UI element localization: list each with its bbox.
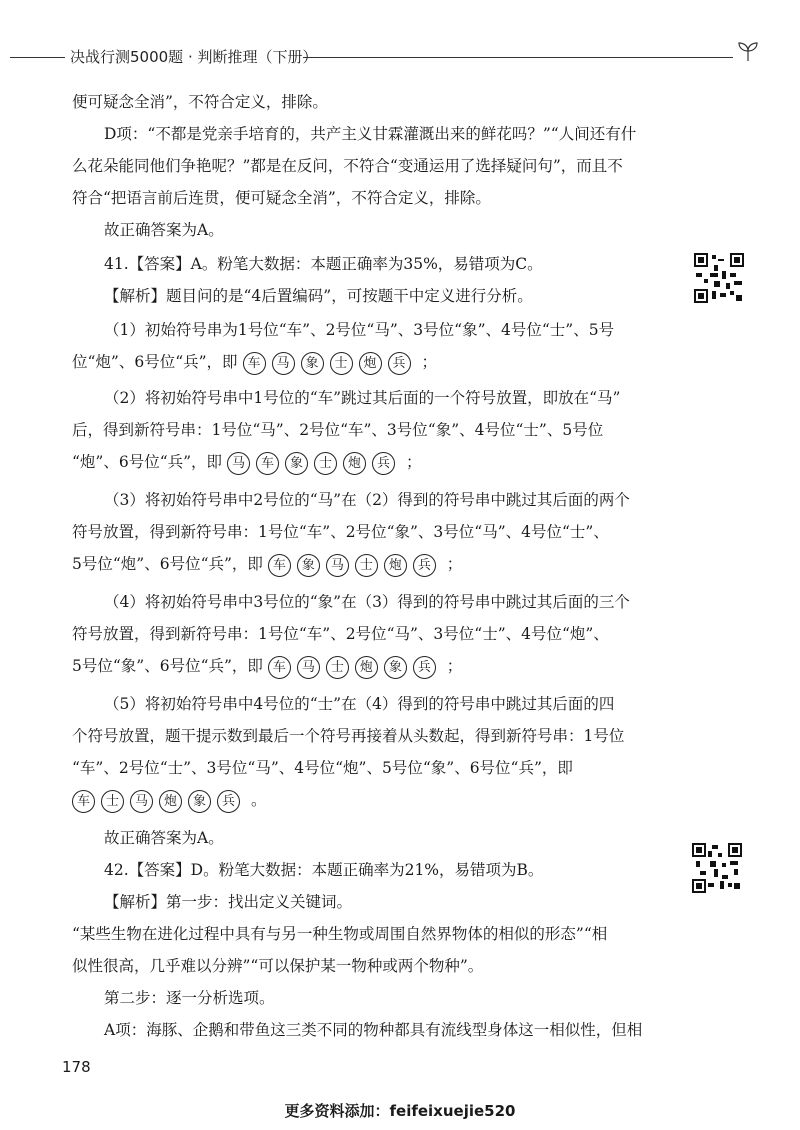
text-segment: ； [405,453,422,471]
text-line: 个符号放置，题干提示数到最后一个符号再接着从头数起，得到新符号串：1号位 [72,727,625,745]
analysis-line-42: 【解析】第一步：找出定义关键词。 [104,893,353,911]
circled-symbol: 马 [272,352,295,375]
circled-symbol: 兵 [372,452,395,475]
circled-symbol: 炮 [384,554,407,577]
circled-symbol: 炮 [343,452,366,475]
symbol-row [243,353,417,371]
circled-symbol: 兵 [217,790,240,813]
circled-symbol: 象 [301,352,324,375]
circled-symbol: 兵 [413,656,436,679]
text-segment: ； [421,353,437,371]
circled-symbol: 士 [101,790,124,813]
text-line: （3）将初始符号串中2号位的“马”在（2）得到的符号串中跳过其后面的两个 [104,491,630,509]
symbol-row [72,791,246,809]
symbol-line [72,552,462,577]
circled-symbol: 马 [130,790,153,813]
circled-symbol: 车 [256,452,279,475]
circled-symbol: 兵 [388,352,411,375]
circled-symbol: 马 [297,656,320,679]
circled-symbol: 士 [314,452,337,475]
text-line: 似性很高，几乎难以分辨”“可以保护某一物种或两个物种”。 [72,957,484,975]
circled-symbol: 象 [384,656,407,679]
text-line: （1）初始符号串为1号位“车”、2号位“马”、3号位“象”、4号位“士”、5号 [104,321,615,339]
text-line: （5）将初始符号串中4号位的“士”在（4）得到的符号串中跳过其后面的四 [104,695,615,713]
text-line: “某些生物在进化过程中具有与另一种生物或周围自然界物体的相似的形态”“相 [72,925,608,943]
answer-line-42: 42.【答案】D。粉笔大数据：本题正确率为21%，易错项为B。 [104,861,544,879]
text-line: D项：“不都是党亲手培育的，共产主义甘霖灌溉出来的鲜花吗？”“人间还有什 [104,125,637,143]
text-line: 故正确答案为A。 [104,221,224,239]
circled-symbol: 士 [326,656,349,679]
text-segment: 位“炮”、6号位“兵”，即 [72,353,238,371]
text-line: 后，得到新符号串：1号位“马”、2号位“车”、3号位“象”、4号位“士”、5号位 [72,421,604,439]
text-segment: “炮”、6号位“兵”，即 [72,453,223,471]
answer-line-41: 41.【答案】A。粉笔大数据：本题正确率为35%，易错项为C。 [104,255,543,273]
analysis-line-41: 【解析】题目问的是“4后置编码”，可按题干中定义进行分析。 [104,287,533,305]
page-number: 178 [62,1058,91,1076]
book-title: 决战行测5000题 · 判断推理（下册） [70,48,318,66]
qr-code-icon[interactable] [694,253,744,303]
text-line: （4）将初始符号串中3号位的“象”在（3）得到的符号串中跳过其后面的三个 [104,593,630,611]
symbol-row [268,555,442,573]
text-line: （2）将初始符号串中1号位的“车”跳过其后面的一个符号放置，即放在“马” [104,389,621,407]
symbol-row [268,657,442,675]
text-line: “车”、2号位“士”、3号位“马”、4号位“炮”、5号位“象”、6号位“兵”，即 [72,759,573,777]
symbol-line [72,654,462,679]
running-header [0,40,800,76]
circled-symbol: 炮 [359,352,382,375]
header-rule-left [10,57,65,58]
circled-symbol: 象 [188,790,211,813]
text-segment: 5号位“炮”、6号位“兵”，即 [72,555,263,573]
circled-symbol: 炮 [159,790,182,813]
circled-symbol: 车 [268,656,291,679]
circled-symbol: 士 [355,554,378,577]
symbol-row [227,453,401,471]
text-line: 么花朵能同他们争艳呢？”都是在反问，不符合“变通运用了选择疑问句”，而且不 [72,157,623,175]
text-line: 符号放置，得到新符号串：1号位“车”、2号位“马”、3号位“士”、4号位“炮”、 [72,625,609,643]
text-segment: ； [446,555,463,573]
circled-symbol: 车 [72,790,95,813]
symbol-line [72,450,421,475]
text-line: 符合“把语言前后连贯，便可疑念全消”，不符合定义，排除。 [72,189,491,207]
text-line: 故正确答案为A。 [104,829,224,847]
symbol-line [72,350,437,375]
header-rule-right [303,57,733,58]
sprout-icon [736,40,760,62]
circled-symbol: 士 [330,352,353,375]
circled-symbol: 兵 [413,554,436,577]
text-line: A项：海豚、企鹅和带鱼这三类不同的物种都具有流线型身体这一相似性，但相 [104,1021,643,1039]
circled-symbol: 象 [285,452,308,475]
footer-note: 更多资料添加：feifeixuejie520 [284,1102,516,1120]
text-line: 便可疑念全消”，不符合定义，排除。 [72,93,328,111]
circled-symbol: 象 [297,554,320,577]
symbol-line [72,788,266,813]
text-line: 符号放置，得到新符号串：1号位“车”、2号位“象”、3号位“马”、4号位“士”、 [72,523,609,541]
circled-symbol: 车 [268,554,291,577]
text-line: 第二步：逐一分析选项。 [104,989,275,1007]
qr-code-icon[interactable] [692,843,742,893]
circled-symbol: 炮 [355,656,378,679]
circled-symbol: 马 [227,452,250,475]
text-segment: 5号位“象”、6号位“兵”，即 [72,657,263,675]
text-segment: ； [446,657,463,675]
text-segment: 。 [250,791,267,809]
circled-symbol: 马 [326,554,349,577]
circled-symbol: 车 [243,352,266,375]
